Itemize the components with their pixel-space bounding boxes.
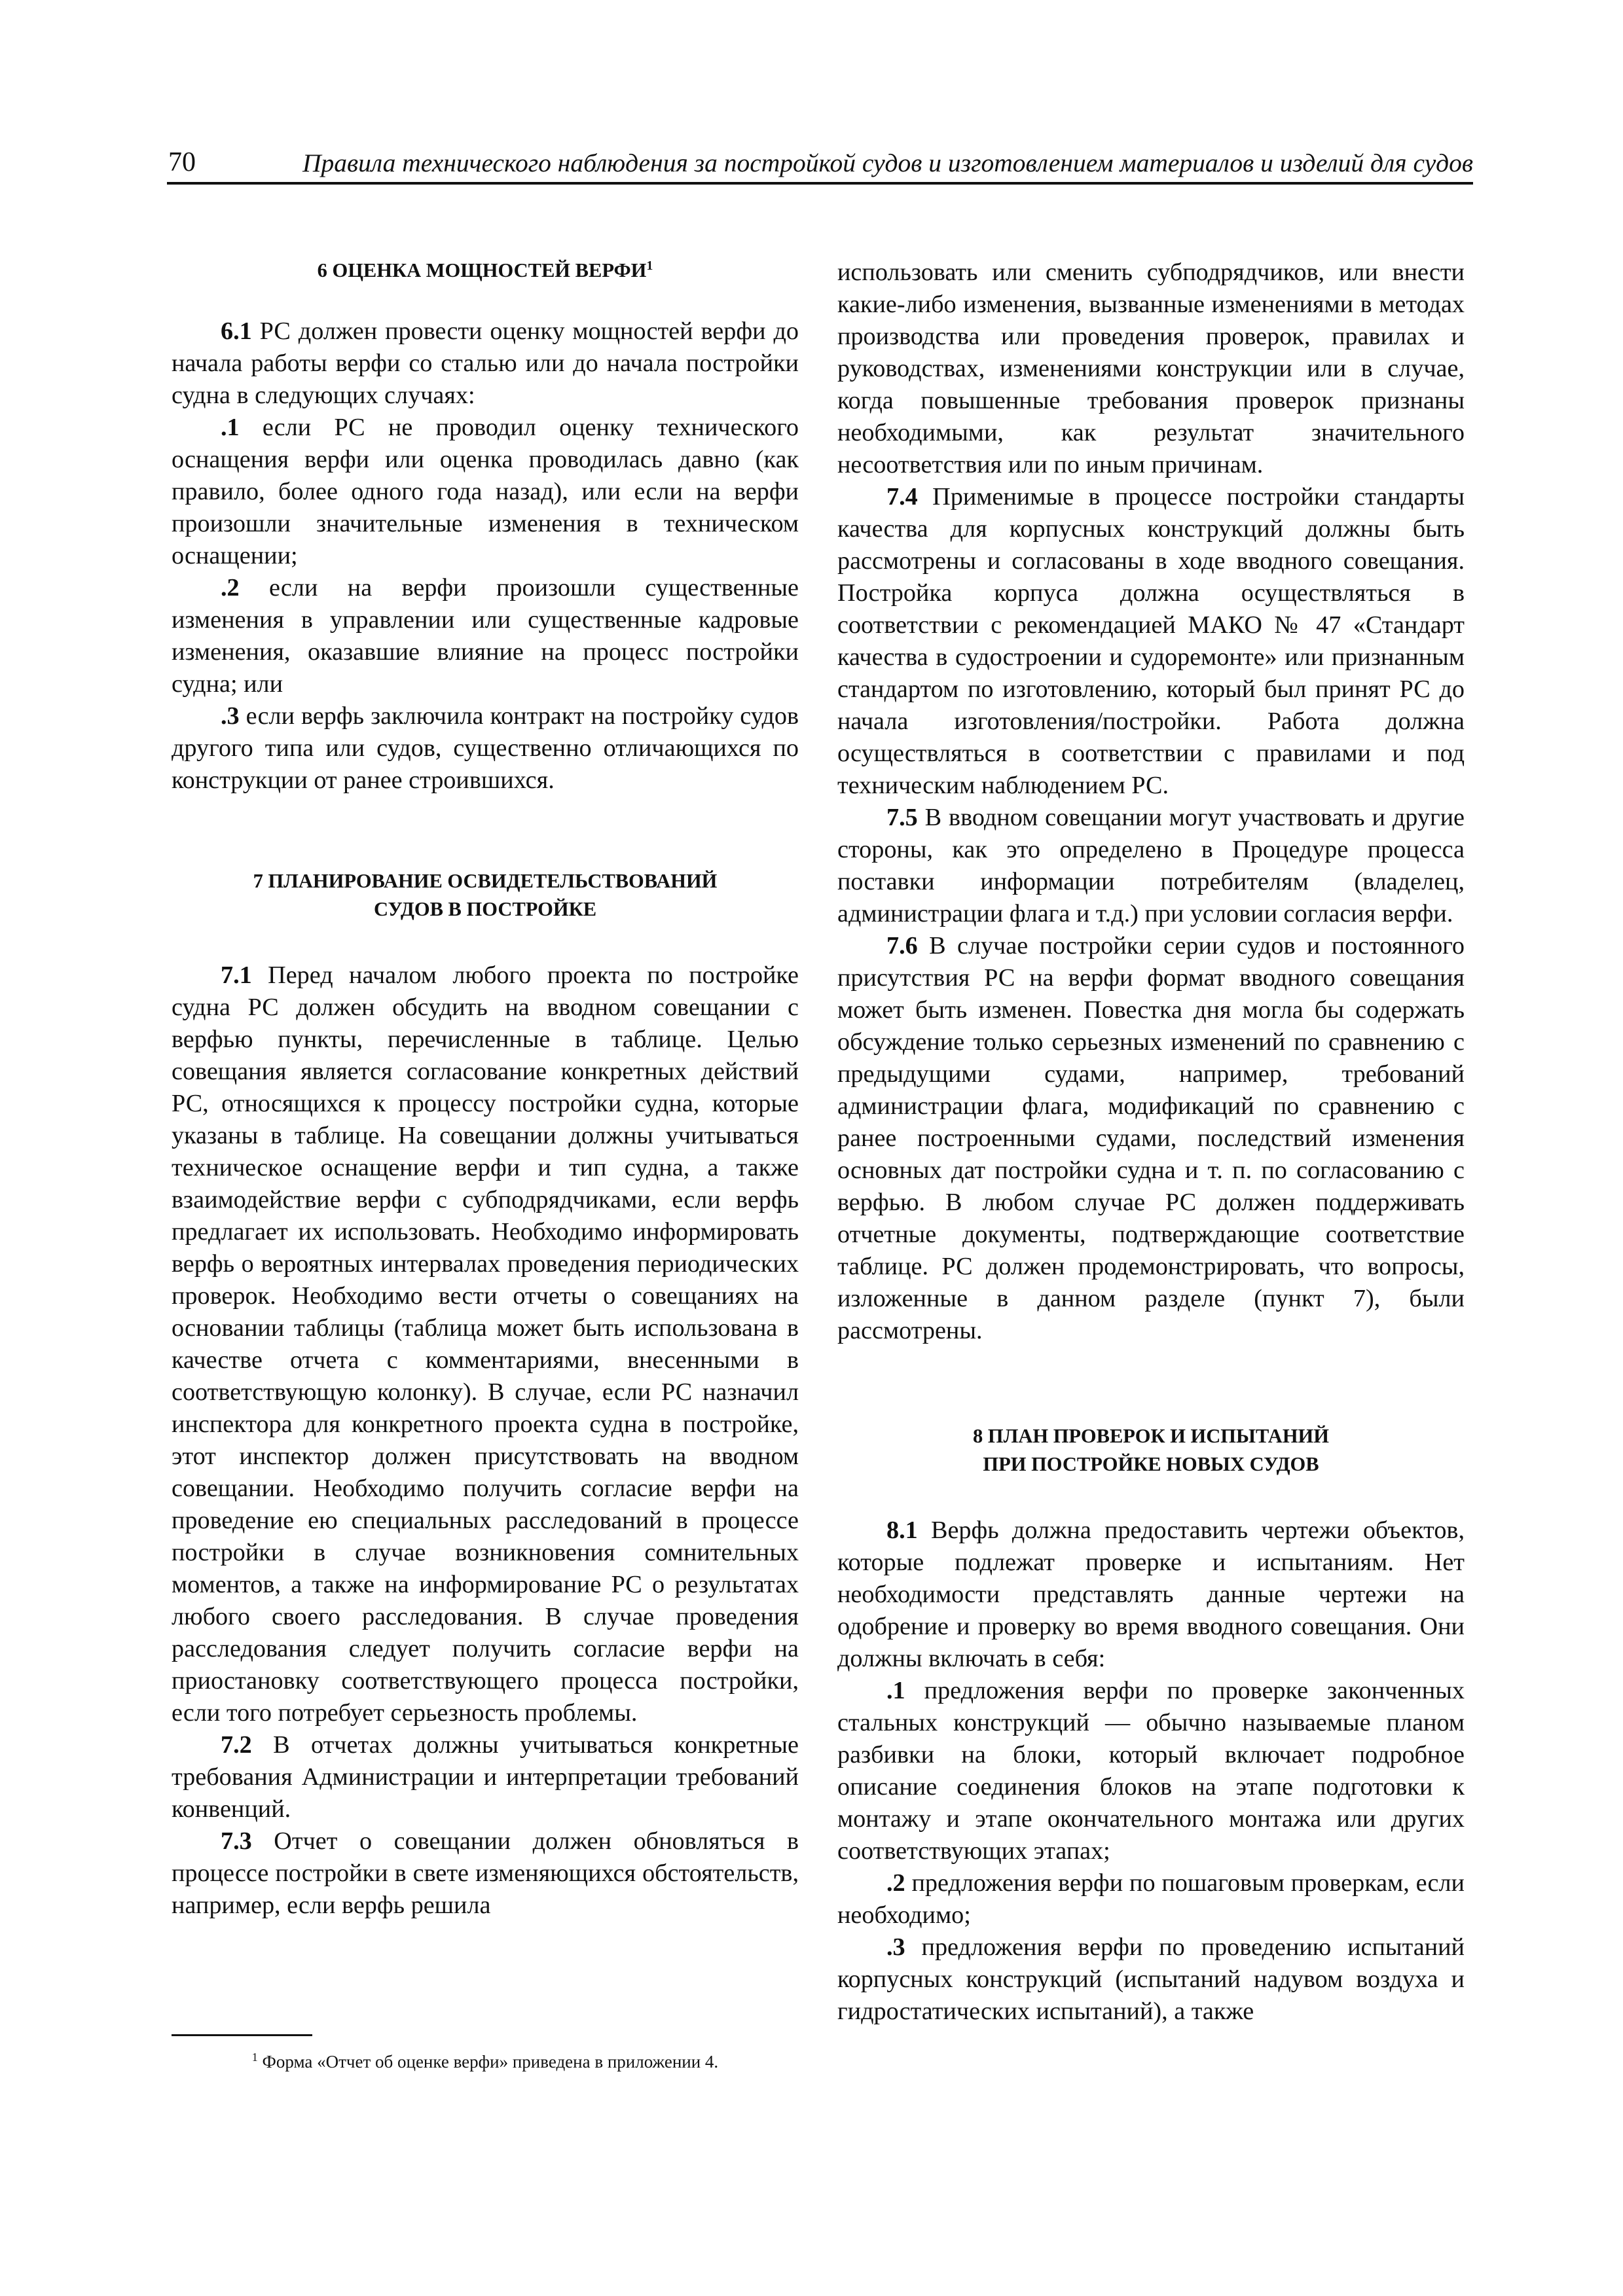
footnote-divider <box>172 2034 312 2036</box>
left-column <box>172 257 799 1922</box>
clause-number: 6.1 <box>221 317 252 345</box>
item-number: .1 <box>886 1677 905 1704</box>
item-text: если на верфи произошли существенные изменения в управлении или существенные кадровые изменения, оказавшие влияние на процесс постройки судна; или <box>172 574 799 698</box>
list-item-8-1-1 <box>837 1675 1465 1867</box>
item-number: .3 <box>886 1933 905 1961</box>
list-item-6-1-2 <box>172 572 799 700</box>
item-text: предложения верфи по проведению испытаний корпусных конструкций (испытаний надувом воздуха и гидростатических испытаний), а также <box>837 1933 1465 2025</box>
section-6-heading <box>172 257 799 285</box>
item-number: .3 <box>221 702 240 730</box>
section-7-heading-line-1: 7 ПЛАНИРОВАНИЕ ОСВИДЕТЕЛЬСТВОВАНИЙ <box>253 870 718 892</box>
paragraph-7-5 <box>837 802 1465 930</box>
item-number: .1 <box>221 414 240 441</box>
clause-number: 7.6 <box>886 932 918 960</box>
list-item-6-1-3 <box>172 700 799 797</box>
list-item-8-1-3 <box>837 1931 1465 2028</box>
item-text: если верфь заключила контракт на постройку судов другого типа или судов, существенно отличающихся по конструкции от ранее строившихся. <box>172 702 799 794</box>
page-number: 70 <box>168 147 196 177</box>
clause-text: Перед началом любого проекта по постройке судна РС должен обсудить на вводном совещании с верфью пункты, перечисленные в таблице. Целью совещания является согласование конкретных действий РС, относящихся к процессу постройки судна, которые указаны в таблице. На совещании должны учитываться техническое оснащение верфи и тип судна, а также взаимодействие верфи с субподрядчиками, если верфь предлагает их использовать. Необходимо информировать верфь о вероятных интервалах проведения периодических проверок. Необходимо вести отчеты о совещаниях на основании таблицы (таблица может быть использована в качестве отчета с комментариями, внесенными в соответствующую колонку). В случае, если РС назначил инспектора для конкретного проекта судна в постройке, этот инспектор должен присутствовать на вводном совещании. Необходимо получить согласие верфи на проведение ею специальных расследований в процессе постройки в случае возникновения сомнительных моментов, а также на информирование РС о результатах любого своего расследования. В случае проведения расследования следует получить согласие верфи на приостановку соответствующего процесса постройки, если того потребует серьезность проблемы. <box>172 961 799 1727</box>
clause-text: Верфь должна предоставить чертежи объектов, которые подлежат проверке и испытаниям. Нет необходимости представлять данные чертежи на одобрение и проверку во время вводного совещания. Они должны включать в себя: <box>837 1516 1465 1672</box>
item-number: .2 <box>221 574 240 601</box>
footnote <box>172 2045 799 2073</box>
footnote-text: Форма «Отчет об оценке верфи» приведена в приложении 4. <box>257 2052 719 2072</box>
footnote-reference: 1 <box>646 258 653 273</box>
footnote-mark: 1 <box>251 2051 258 2064</box>
clause-number: 8.1 <box>886 1516 918 1544</box>
right-column <box>837 257 1465 2028</box>
section-8-heading-line-1: 8 ПЛАН ПРОВЕРОК И ИСПЫТАНИЙ <box>973 1425 1329 1447</box>
section-6-title: 6 ОЦЕНКА МОЩНОСТЕЙ ВЕРФИ <box>317 259 647 281</box>
footnote-block <box>172 2034 799 2073</box>
page-header <box>167 143 1473 185</box>
clause-text: РС должен провести оценку мощностей верфи до начала работы верфи со сталью или до начала постройки судна в следующих случаях: <box>172 317 799 409</box>
item-text: предложения верфи по пошаговым проверкам, если необходимо; <box>837 1869 1465 1929</box>
clause-text: В вводном совещании могут участвовать и другие стороны, как это определено в Процедуре процесса поставки информации потребителям (владелец, администрации флага и т.д.) при условии согласия верфи. <box>837 804 1465 927</box>
clause-number: 7.3 <box>221 1827 252 1855</box>
clause-number: 7.1 <box>221 961 252 989</box>
clause-text: Применимые в процессе постройки стандарты качества для корпусных конструкций должны быть рассмотрены и согласованы в ходе вводного совещания. Постройка корпуса должна осуществляться в соответствии с рекомендацией МАКО № 47 «Стандарт качества в судостроении и судоремонте» или признанным стандартом по изготовлению, который был принят РС до начала изготовления/постройки. Работа должна осуществляться в соответствии с правилами и под техническим наблюдением РС. <box>837 483 1465 799</box>
clause-number: 7.2 <box>221 1731 252 1759</box>
section-8-heading-line-2: ПРИ ПОСТРОЙКЕ НОВЫХ СУДОВ <box>983 1453 1319 1475</box>
running-title: Правила технического наблюдения за постройкой судов и изготовлением материалов и изделий для судов <box>302 149 1473 177</box>
item-text: если РС не проводил оценку технического оснащения верфи или оценка проводилась давно (как правило, более одного года назад), или если на верфи произошли значительные изменения в техническом оснащении; <box>172 414 799 569</box>
paragraph-7-3 <box>172 1825 799 1922</box>
item-number: .2 <box>886 1869 905 1897</box>
paragraph-7-4 <box>837 481 1465 802</box>
paragraph-8-1 <box>837 1515 1465 1675</box>
clause-number: 7.5 <box>886 804 918 831</box>
paragraph-7-2 <box>172 1729 799 1825</box>
list-item-6-1-1 <box>172 412 799 572</box>
paragraph-7-6 <box>837 930 1465 1347</box>
clause-text: В случае постройки серии судов и постоянного присутствия РС на верфи формат вводного совещания может быть изменен. Повестка дня могла бы содержать обсуждение только серьезных изменений по сравнению с предыдущими судами, например, требований администрации флага, модификаций по сравнению с ранее построенными судами, последствий изменения основных дат постройки судна и т. п. по согласованию с верфью. В любом случае РС должен поддерживать отчетные документы, подтверждающие соответствие таблице. РС должен продемонстрировать, что вопросы, изложенные в данном разделе (пункт 7), были рассмотрены. <box>837 932 1465 1344</box>
list-item-8-1-2 <box>837 1867 1465 1931</box>
item-text: предложения верфи по проверке законченных стальных конструкций — обычно называемые планом разбивки на блоки, который включает подробное описание соединения блоков на этапе подготовки к монтажу и этапе окончательного монтажа или других соответствующих этапах; <box>837 1677 1465 1865</box>
clause-text: В отчетах должны учитываться конкретные требования Администрации и интерпретации требований конвенций. <box>172 1731 799 1823</box>
paragraph-7-3-continued: использовать или сменить субподрядчиков, или внести какие-либо изменения, вызванные изменениями в методах производства или проведения проверок, правилах и руководствах, изменениями конструкции или в случае, когда повышенные требования проверок признаны необходимыми, как результат значительного несоответствия или по иным причинам. <box>837 259 1465 478</box>
section-7-heading-line-2: СУДОВ В ПОСТРОЙКЕ <box>373 898 597 920</box>
paragraph-7-1 <box>172 960 799 1729</box>
paragraph-6-1 <box>172 315 799 412</box>
clause-number: 7.4 <box>886 483 918 511</box>
clause-text: Отчет о совещании должен обновляться в процессе постройки в свете изменяющихся обстоятельств, например, если верфь решила <box>172 1827 799 1919</box>
